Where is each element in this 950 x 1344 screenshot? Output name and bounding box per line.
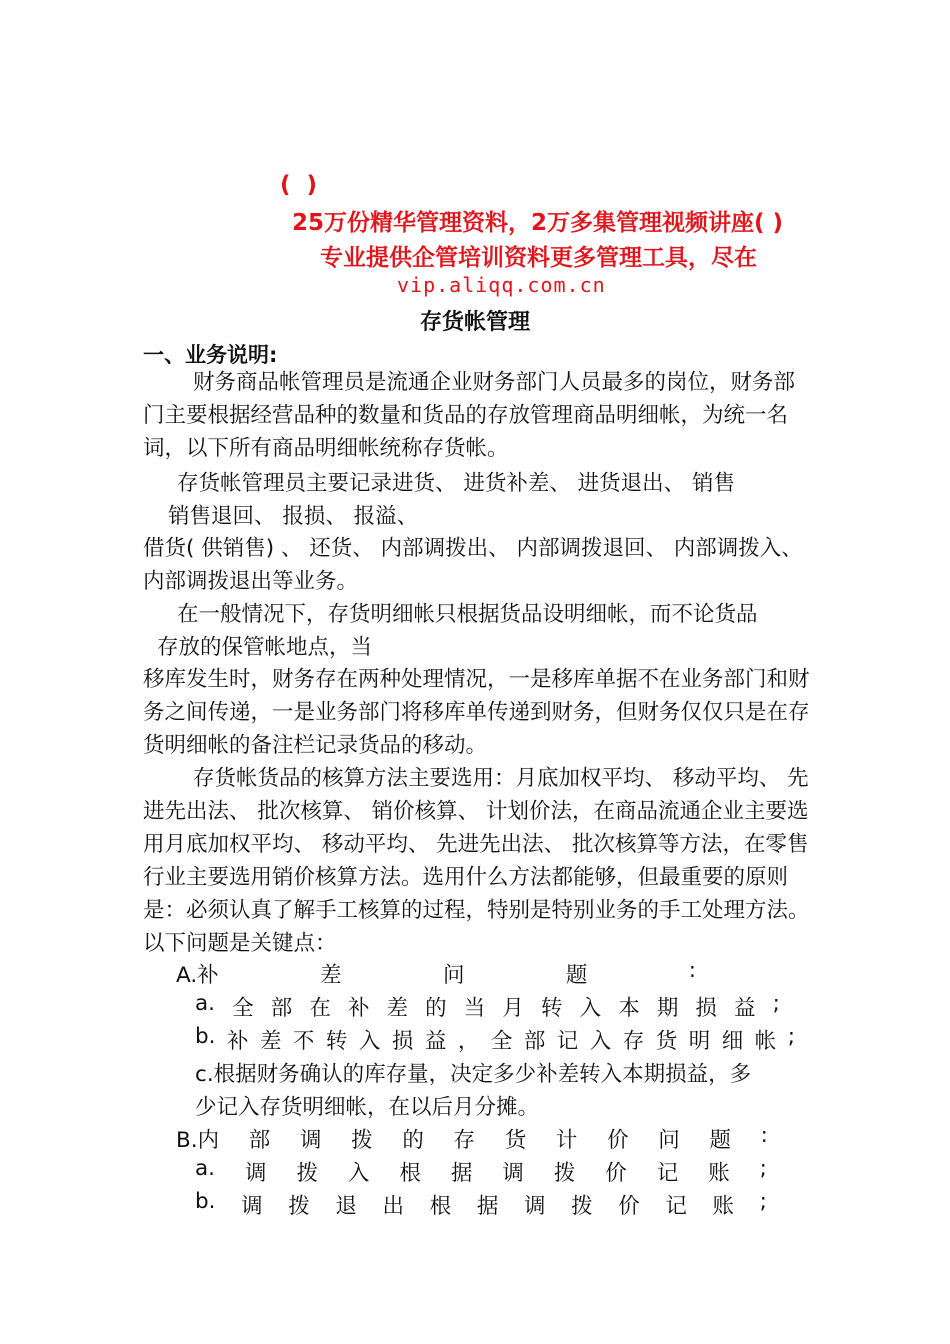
paragraph-3-rest-text: 移库发生时，财务存在两种处理情况，一是移库单据不在业务部门和财务之间传递，一是业务部门将移库单传递到财务，但财务仅仅只是在存货明细帐的备注栏记录货品的移动。	[143, 667, 810, 758]
spread-char: 全	[490, 1029, 513, 1054]
spread-char: a.	[195, 1156, 216, 1181]
spread-char: 差	[320, 963, 342, 988]
spread-char: 据	[476, 1194, 499, 1219]
spread-char: 账	[708, 1161, 730, 1186]
spread-char: 问	[658, 1128, 680, 1153]
spread-char: 差	[259, 1029, 282, 1054]
paragraph-3-line-1: 在一般情况下，存货明细帐只根据货品设明细帐，而不论货品	[177, 602, 758, 627]
spread-char: 存	[622, 1029, 645, 1054]
spread-char: 细	[721, 1029, 744, 1054]
spread-char: 题	[565, 963, 588, 988]
paragraph-2-line-1: 存货帐管理员主要记录进货、 进货补差、 进货退出、 销售	[177, 471, 736, 496]
spread-char: 损	[391, 1029, 414, 1054]
spread-char: 入	[579, 996, 602, 1021]
paragraph-2-rest-text: 借货( 供销售) 、 还货、 内部调拨出、 内部调拨退回、 内部调拨入、 内部调拨退出等业务。	[143, 536, 803, 594]
spread-char: 拨	[296, 1161, 318, 1186]
item-b-option-b	[195, 1189, 767, 1220]
spread-char: ;	[759, 1189, 767, 1214]
spread-char: 根	[429, 1194, 452, 1219]
spread-char: 在	[309, 996, 331, 1021]
paragraph-4-text: 存货帐货品的核算方法主要选用：月底加权平均、 移动平均、 先进先出法、 批次核算、 销价核算、 计划价法，在商品流通企业主要选用月底加权平均、 移动平均、 先进先出法、 批次核算等方法，在零售行业主要选用销价核算方法。选用什么方法都能够，但最重要的原则是：必须认真了解手工核算的过程，特别是特别业务的手工处理方法。以下问题是关键点：	[143, 766, 810, 956]
spread-char: :	[760, 1123, 768, 1148]
item-a-option-a	[195, 991, 780, 1022]
paragraph-3-rest	[143, 663, 811, 762]
spread-char: 调	[523, 1194, 546, 1219]
spread-char: 入	[358, 1029, 381, 1054]
spread-char: 补	[226, 1029, 249, 1054]
spread-char: :	[688, 958, 696, 983]
spread-char: 货	[504, 1128, 527, 1153]
spread-char: 部	[270, 996, 293, 1021]
spread-char: 调	[244, 1161, 267, 1186]
section-heading: 一、业务说明:	[143, 343, 278, 367]
spread-char: 差	[386, 996, 409, 1021]
paragraph-4	[143, 762, 811, 960]
spread-char: 退	[335, 1194, 357, 1219]
spread-char: 根	[399, 1161, 421, 1186]
spread-char: 调	[502, 1161, 524, 1186]
spread-char: b.	[195, 1024, 216, 1049]
ad-line-resources: 25万份精华管理资料，2万多集管理视频讲座( )	[292, 210, 784, 236]
spread-char: 价	[607, 1128, 629, 1153]
spread-char: 入	[589, 1029, 612, 1054]
spread-char: 拨	[553, 1161, 576, 1186]
spread-char: B.内	[176, 1128, 220, 1153]
spread-char: 当	[463, 996, 486, 1021]
spread-char: 部	[523, 1029, 546, 1054]
spread-char: 拨	[351, 1128, 373, 1153]
paragraph-3-line-2: 存放的保管帐地点，当	[157, 635, 373, 660]
item-a-option-b	[195, 1024, 795, 1055]
spread-char: 计	[555, 1128, 578, 1153]
spread-char: 益	[424, 1029, 447, 1054]
spread-char: 损	[695, 996, 717, 1021]
spread-char: 出	[382, 1194, 405, 1219]
spread-char: 帐	[754, 1029, 777, 1054]
spread-char: 期	[656, 996, 679, 1021]
spread-char: 本	[618, 996, 640, 1021]
spread-char: 入	[347, 1161, 370, 1186]
spread-char: 货	[655, 1029, 678, 1054]
spread-char: ;	[772, 991, 780, 1016]
spread-char: 账	[712, 1194, 735, 1219]
spread-char: 转	[325, 1029, 348, 1054]
spread-char: 价	[605, 1161, 627, 1186]
spread-char: A.补	[176, 963, 219, 988]
spread-char: 题	[709, 1128, 731, 1153]
spread-char: ;	[787, 1024, 795, 1049]
spread-char: 不	[292, 1029, 315, 1054]
paragraph-1-text: 财务商品帐管理员是流通企业财务部门人员最多的岗位，财务部门主要根据经营品种的数量和货品的存放管理商品明细帐，为统一名词，以下所有商品明细帐统称存货帐。	[143, 370, 796, 461]
document-title: 存货帐管理	[419, 310, 530, 335]
spread-char: 记	[656, 1161, 679, 1186]
spread-char: 价	[618, 1194, 640, 1219]
spread-char: 拨	[571, 1194, 593, 1219]
paragraph-1	[143, 366, 811, 465]
item-a-heading	[176, 958, 696, 989]
spread-char: 的	[425, 996, 447, 1021]
spread-char: ，	[457, 1029, 480, 1054]
spread-char: 转	[540, 996, 563, 1021]
ad-line-parentheses: ( )	[280, 172, 322, 198]
item-a-option-c-line-2: 少记入存货明细帐，在以后月分摊。	[195, 1095, 540, 1120]
spread-char: 调	[299, 1128, 322, 1153]
spread-char: 存	[453, 1128, 476, 1153]
item-b-heading	[176, 1123, 768, 1154]
spread-char: 补	[347, 996, 370, 1021]
spread-char: 部	[248, 1128, 271, 1153]
item-b-option-a	[195, 1156, 767, 1187]
spread-char: 拨	[288, 1194, 310, 1219]
ad-website-link[interactable]: vip.aliqq.com.cn	[397, 273, 606, 297]
spread-char: 问	[442, 963, 465, 988]
spread-char: 记	[665, 1194, 687, 1219]
spread-char: ;	[759, 1156, 767, 1181]
item-a-option-c-line-1: c.根据财务确认的库存量，决定多少补差转入本期损益，多	[195, 1062, 752, 1087]
spread-char: 据	[450, 1161, 473, 1186]
paragraph-2-rest	[143, 532, 811, 598]
spread-char: a.	[195, 991, 216, 1016]
spread-char: b.	[195, 1189, 216, 1214]
spread-char: 益	[734, 996, 756, 1021]
spread-char: 记	[556, 1029, 579, 1054]
ad-line-training: 专业提供企管培训资料更多管理工具，尽在	[320, 245, 757, 271]
spread-char: 的	[402, 1128, 424, 1153]
spread-char: 调	[241, 1194, 263, 1219]
spread-char: 全	[232, 996, 254, 1021]
paragraph-2-line-2: 销售退回、 报损、 报溢、	[168, 504, 419, 529]
spread-char: 明	[688, 1029, 711, 1054]
spread-char: 月	[502, 996, 524, 1021]
